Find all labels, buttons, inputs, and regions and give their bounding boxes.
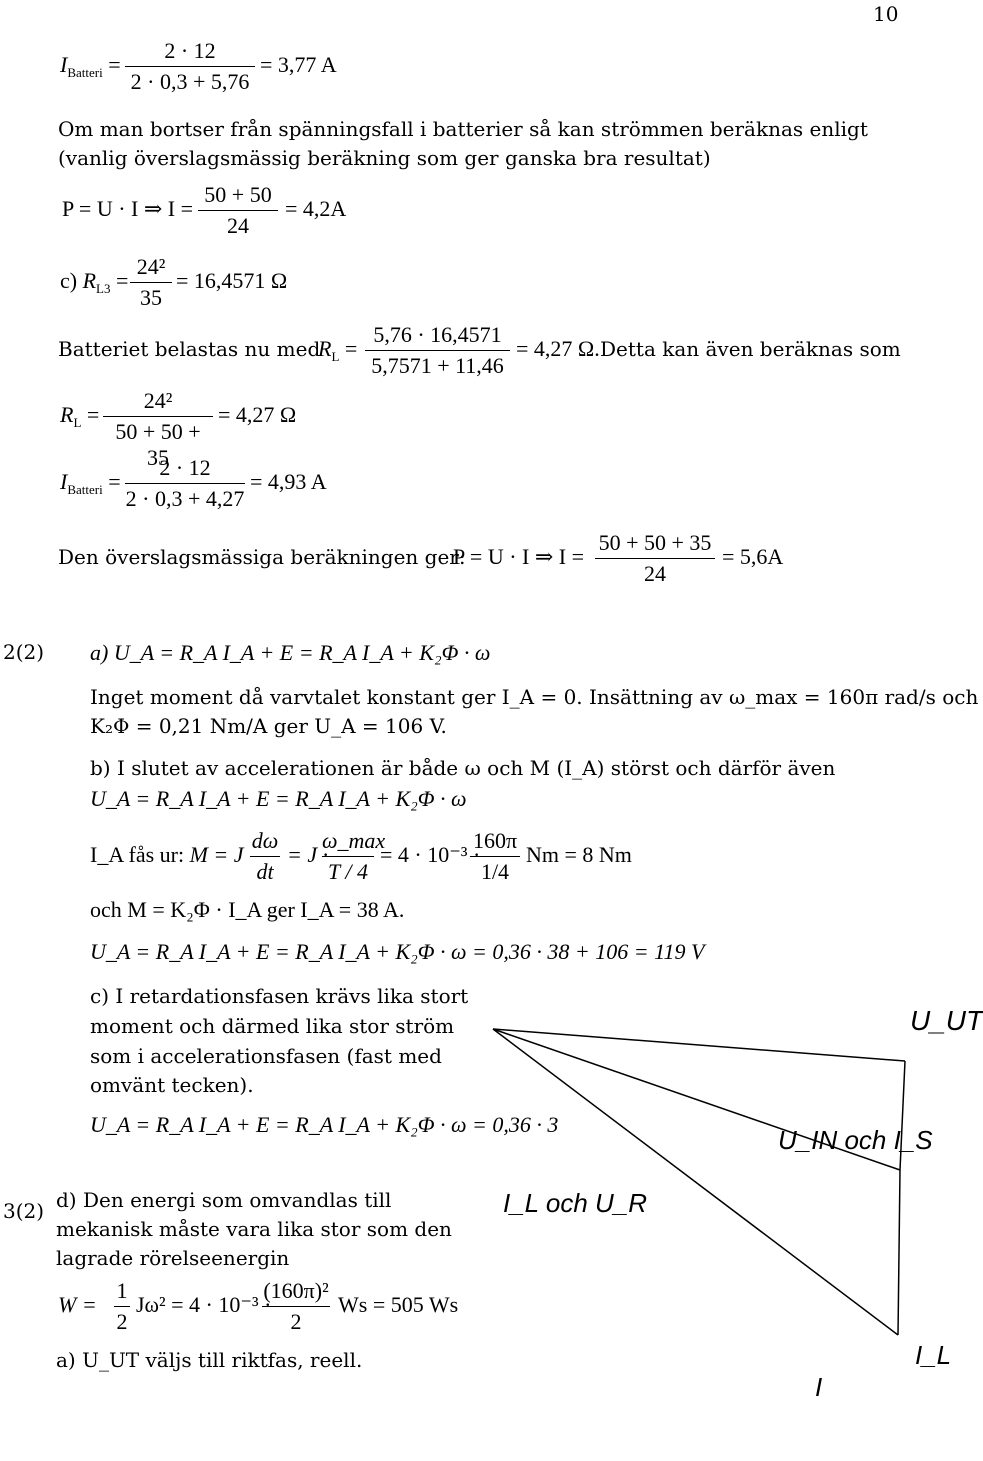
label-u-in-i-s: U_IN och I_S (778, 1125, 933, 1155)
paragraph-a-last: a) U_UT väljs till riktfas, reell. (56, 1348, 363, 1372)
eq-b-2-fraction-3: 160π 1/4 (470, 828, 520, 885)
eq-batteri-1: $I_{Batteri}$ = (60, 52, 121, 80)
eq-power-1-fraction: 50 + 50 24 (198, 182, 278, 239)
eq-b-2-fraction-2: ω_max T / 4 (322, 828, 386, 884)
section-3-label: 3(2) (3, 1199, 45, 1223)
eq-b-2-fraction-1: dω dt (251, 828, 279, 884)
eq-2a: a) U_A = R_A I_A + E = R_A I_A + K₂Φ · ω (90, 640, 491, 665)
paragraph-inget-line2: K₂Φ = 0,21 Nm/A ger U_A = 106 V. (90, 714, 447, 738)
eq-b-2-prefix: I_A fås ur: M = J (90, 842, 244, 867)
eq-power-2-fraction: 50 + 50 + 35 24 (595, 530, 715, 587)
paragraph-c-line4: omvänt tecken). (90, 1073, 254, 1097)
eq-power-1: P = U · I ⇒ I = (62, 196, 194, 221)
paragraph-inget-line1: Inget moment då varvtalet konstant ger I_A = 0. Insättning av ω_max = 160π rad/s och (90, 685, 979, 709)
label-i: I (815, 1372, 823, 1402)
eq-power-2-result: = 5,6A (722, 544, 784, 569)
paragraph-b-line1: b) I slutet av accelerationen är både ω och M (I_A) störst och därför även (90, 756, 836, 780)
eq-c-result: = 16,4571 Ω (176, 268, 288, 293)
paragraph-batteriet: Batteriet belastas nu med (58, 337, 321, 361)
section-2-label: 2(2) (3, 640, 45, 664)
page-number: 10 (873, 2, 899, 26)
label-i-l: I_L (915, 1340, 952, 1370)
paragraph-c-line2: moment och därmed lika stor ström (90, 1014, 455, 1038)
paragraph-oversl-intro-line2: (vanlig överslagsmässig beräkning som ger ganska bra resultat) (58, 146, 711, 170)
eq-w-result: Ws = 505 Ws (338, 1292, 459, 1317)
eq-c-fraction: 24² 35 (130, 254, 172, 311)
eq-w-fraction-2: (160π)² 2 (263, 1278, 329, 1334)
eq-b-1: U_A = R_A I_A + E = R_A I_A + K₂Φ · ω (90, 786, 467, 811)
eq-rl: $R_L$ = (60, 402, 100, 430)
eq-b-2-mid: = J · (287, 842, 329, 867)
paragraph-d-line2: mekanisk måste vara lika stor som den (56, 1217, 452, 1241)
eq-batteri-1-result: = 3,77 A (260, 52, 337, 77)
paragraph-d-line3: lagrade rörelseenergin (56, 1246, 290, 1270)
eq-b-3: och M = K₂Φ · I_A ger I_A = 38 A. (90, 897, 405, 922)
eq-rl-fraction: 24² 50 + 50 + 35 (103, 388, 213, 471)
eq-batteriet-fraction: 5,76 · 16,4571 5,7571 + 11,46 (365, 322, 510, 379)
eq-batteriet-lhs: $R_L$ = (318, 336, 358, 364)
eq-batteri-1-fraction: 2 · 12 2 · 0,3 + 5,76 (125, 38, 255, 95)
paragraph-oversl: Den överslagsmässiga beräkningen ger: (58, 545, 466, 569)
eq-b-4: U_A = R_A I_A + E = R_A I_A + K₂Φ · ω = 0,36 · 38 + 106 = 119 V (90, 939, 705, 964)
paragraph-oversl-intro-line1: Om man bortser från spänningsfall i batterier så kan strömmen beräknas enligt (58, 117, 868, 141)
phasor-i-l-diagonal (493, 1029, 898, 1335)
eq-batteri-2-fraction: 2 · 12 2 · 0,3 + 4,27 (125, 455, 245, 511)
phasor-u-ut (493, 1029, 905, 1061)
paragraph-batteriet-after: Detta kan även beräknas som (600, 337, 901, 361)
eq-rl-result: = 4,27 Ω (218, 402, 297, 427)
eq-power-2-lhs: P = U · I ⇒ I = (453, 544, 585, 569)
paragraph-d-line1: d) Den energi som omvandlas till (56, 1188, 392, 1212)
eq-w-mid: Jω² = 4 · 10⁻³ · (136, 1292, 272, 1317)
eq-power-1-result: = 4,2A (285, 196, 347, 221)
eq-c: c) $R_{L3}$ = (60, 268, 129, 296)
eq-w-fraction-1: 1 2 (114, 1278, 130, 1335)
eq-w-lhs: W = (58, 1292, 97, 1317)
eq-batteriet-result: = 4,27 Ω. (516, 336, 600, 361)
phasor-vertical (898, 1170, 900, 1335)
eq-b-2-mid2: = 4 · 10⁻³ · (380, 842, 481, 867)
eq-batteri-2-result: = 4,93 A (250, 469, 327, 494)
label-i-l-u-r: I_L och U_R (503, 1188, 648, 1218)
paragraph-c-line3: som i accelerationsfasen (fast med (90, 1044, 442, 1068)
eq-c2: U_A = R_A I_A + E = R_A I_A + K₂Φ · ω = 0,36 · 3 (90, 1112, 559, 1137)
eq-b-2-result: Nm = 8 Nm (526, 842, 632, 867)
paragraph-c-line1: c) I retardationsfasen krävs lika stort (90, 984, 469, 1008)
label-u-ut: U_UT (910, 1005, 983, 1036)
eq-batteri-2: $I_{Batteri}$ = (60, 469, 121, 497)
